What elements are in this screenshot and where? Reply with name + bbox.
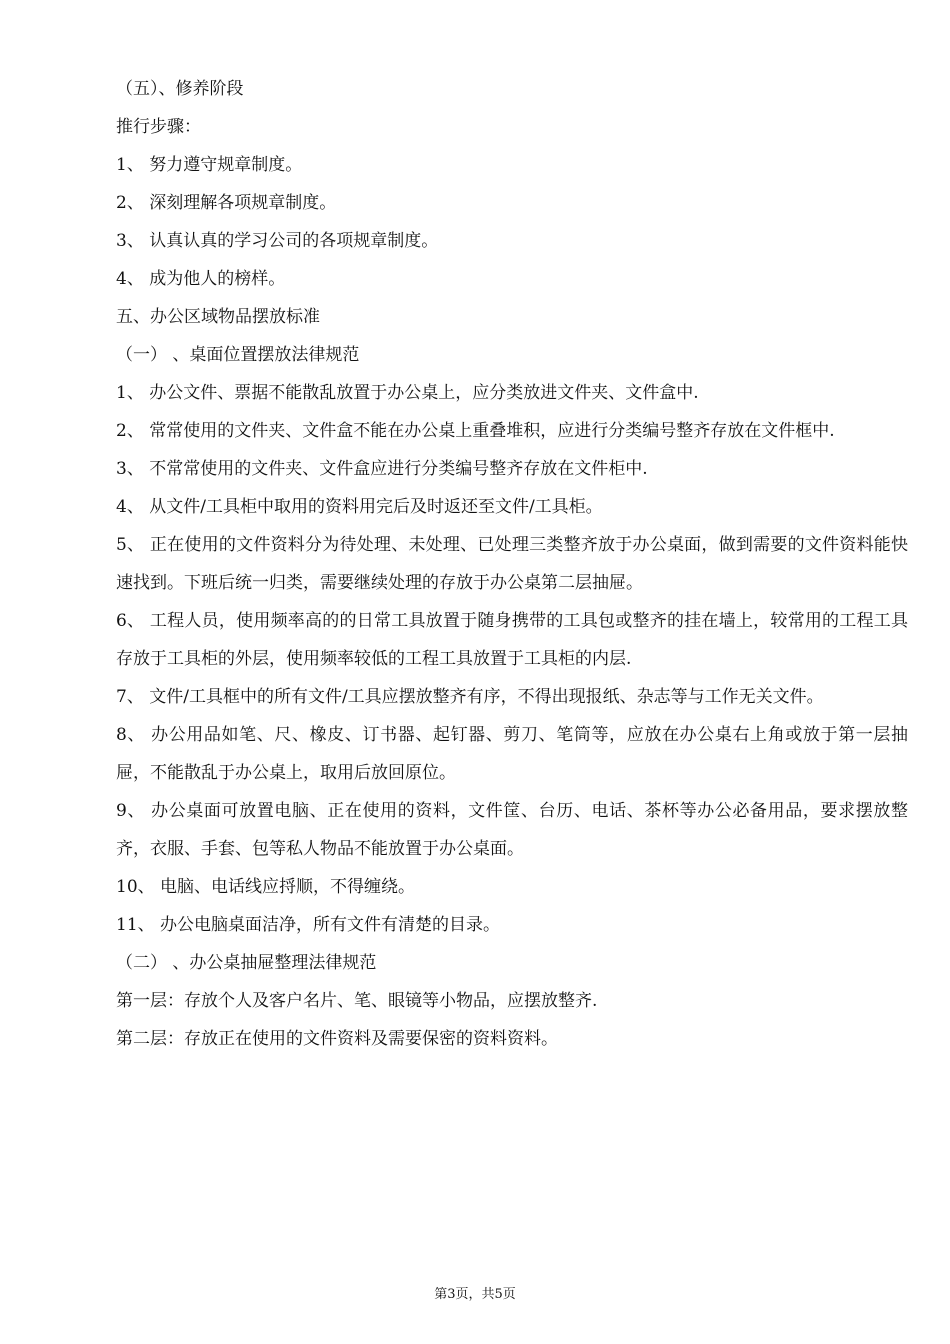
list-item: 3、 认真认真的学习公司的各项规章制度。 xyxy=(116,231,439,251)
list-item: 2、 常常使用的文件夹、文件盒不能在办公桌上重叠堆积，应进行分类编号整齐存放在文件框中. xyxy=(116,421,835,441)
list-item: 6、 工程人员，使用频率高的的日常工具放置于随身携带的工具包或整齐的挂在墙上，较常用的工程工具存放于工具柜的外层，使用频率较低的工程工具放置于工具柜的内层. xyxy=(116,611,908,669)
list-item: 4、 从文件/工具柜中取用的资料用完后及时返还至文件/工具柜。 xyxy=(116,497,603,517)
list-item: 2、 深刻理解各项规章制度。 xyxy=(116,193,337,213)
text-line: 第二层：存放正在使用的文件资料及需要保密的资料资料。 xyxy=(116,1029,558,1049)
list-item: 1、 努力遵守规章制度。 xyxy=(116,155,303,175)
list-item: 8、 办公用品如笔、尺、橡皮、订书器、起钉器、剪刀、笔筒等，应放在办公桌右上角或放于第一层抽屉，不能散乱于办公桌上，取用后放回原位。 xyxy=(116,725,908,783)
list-item: 10、 电脑、电话线应捋顺，不得缠绕。 xyxy=(116,877,416,897)
list-item: 9、 办公桌面可放置电脑、正在使用的资料，文件筐、台历、电话、茶杯等办公必备用品，要求摆放整齐，衣服、手套、包等私人物品不能放置于办公桌面。 xyxy=(116,801,908,859)
list-item: 11、 办公电脑桌面洁净，所有文件有清楚的目录。 xyxy=(116,915,501,935)
list-item: 3、 不常常使用的文件夹、文件盒应进行分类编号整齐存放在文件柜中. xyxy=(116,459,648,479)
section-heading: （一） 、桌面位置摆放法律规范 xyxy=(116,345,360,365)
section-heading: （五）、修养阶段 xyxy=(116,79,244,99)
text-line: 第一层：存放个人及客户名片、笔、眼镜等小物品，应摆放整齐. xyxy=(116,991,598,1011)
page-footer: 第3页，共5页 xyxy=(434,1287,516,1302)
document-body xyxy=(116,70,908,1058)
section-heading: （二） 、办公桌抽屉整理法律规范 xyxy=(116,953,377,973)
list-item: 7、 文件/工具框中的所有文件/工具应摆放整齐有序，不得出现报纸、杂志等与工作无关文件。 xyxy=(116,687,824,707)
list-item: 5、 正在使用的文件资料分为待处理、未处理、已处理三类整齐放于办公桌面，做到需要的文件资料能快速找到。下班后统一归类，需要继续处理的存放于办公桌第二层抽屉。 xyxy=(116,535,908,593)
text-line: 推行步骤： xyxy=(116,117,201,137)
section-heading: 五、办公区域物品摆放标准 xyxy=(116,307,320,327)
list-item: 1、 办公文件、票据不能散乱放置于办公桌上，应分类放进文件夹、文件盒中. xyxy=(116,383,699,403)
list-item: 4、 成为他人的榜样。 xyxy=(116,269,286,289)
